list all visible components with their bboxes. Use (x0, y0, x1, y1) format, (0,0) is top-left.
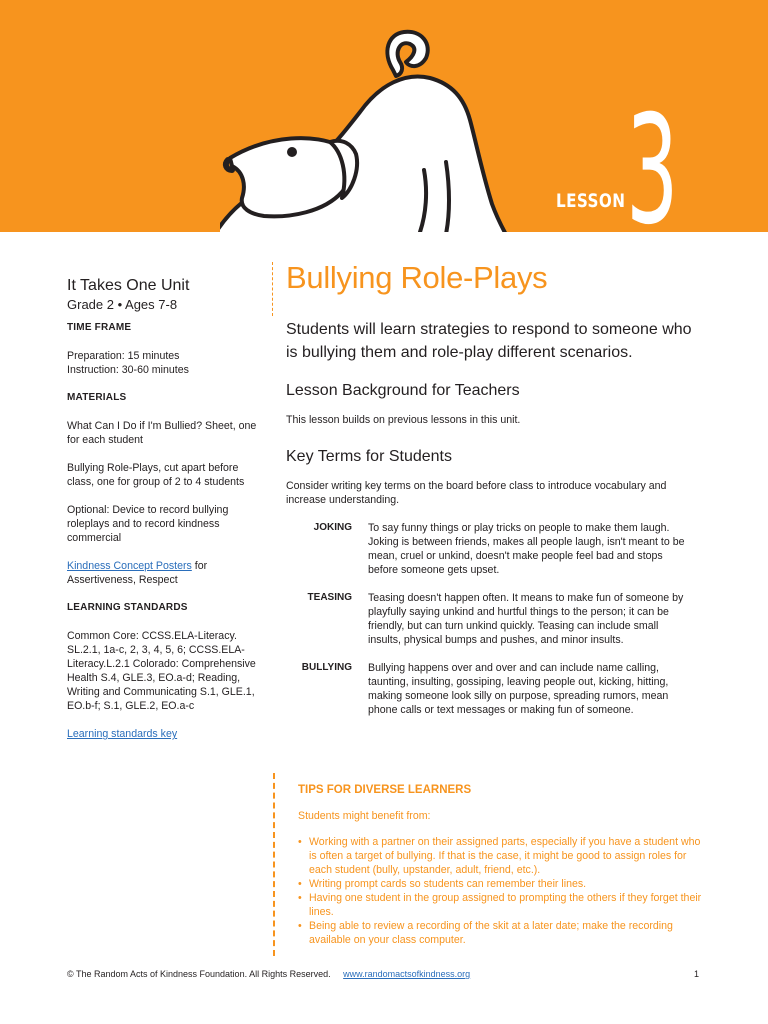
material-item: Optional: Device to record bullying roleplays and to record kindness commercial (67, 504, 229, 544)
time-frame-block (67, 349, 267, 377)
learning-standards-heading: LEARNING STANDARDS (67, 602, 188, 613)
page-title: Bullying Role-Plays (286, 260, 548, 295)
time-frame-preparation: Preparation: 15 minutes (67, 350, 180, 362)
term-row (286, 521, 706, 577)
tips-box (298, 783, 708, 947)
term-definition: To say funny things or play tricks on people to make them laugh. Joking is between friends, makes all people laugh, isn't meant to be mean, cruel or unkind, doesn't make people feel bad and stops before someone gets upset. (368, 522, 685, 576)
term-row (286, 661, 706, 717)
material-posters (67, 559, 267, 587)
grade-ages: Grade 2 • Ages 7-8 (67, 297, 178, 312)
materials-heading: MATERIALS (67, 392, 127, 403)
key-terms-heading: Key Terms for Students (286, 448, 452, 465)
posters-suffix: for Assertiveness, Respect (67, 560, 208, 586)
lesson-number: 3 (626, 84, 679, 232)
material-item: What Can I Do if I'm Bullied? Sheet, one for each student (67, 420, 257, 446)
tips-intro: Students might benefit from: (298, 810, 431, 822)
time-frame-heading: TIME FRAME (67, 322, 132, 333)
main-content (286, 258, 706, 731)
term-row (286, 591, 706, 647)
footer (67, 968, 699, 980)
term-name: BULLYING (301, 662, 352, 673)
kindness-posters-link[interactable]: Kindness Concept Posters (67, 560, 192, 572)
material-item: Bullying Role-Plays, cut apart before class, one for group of 2 to 4 students (67, 462, 245, 488)
page-number: 1 (693, 969, 699, 979)
time-frame-instruction: Instruction: 30-60 minutes (67, 364, 189, 376)
tips-heading: TIPS FOR DIVERSE LEARNERS (298, 784, 472, 796)
term-name: TEASING (307, 592, 352, 603)
header-banner (0, 0, 768, 232)
dog-illustration-icon (220, 22, 520, 232)
list-item: • Writing prompt cards so students can remember their lines. (298, 877, 708, 891)
list-item: • Working with a partner on their assigned parts, especially if you have a student who is often a target of bullying. If that is the case, it might be good to assign roles for each student (bully, upstander, adult, friend, etc.). (298, 835, 708, 877)
background-heading: Lesson Background for Teachers (286, 382, 520, 399)
key-terms-list (286, 521, 706, 717)
term-name: JOKING (313, 522, 352, 533)
term-definition: Teasing doesn't happen often. It means to make fun of someone by playfully saying unkind and hurtful things to the person; it can be friendly, but can turn unkind quickly. Teasing can include small insults, physical bumps and pushes, and minor insults. (368, 592, 684, 646)
learning-standards-text: Common Core: CCSS.ELA-Literacy. SL.2.1, 1a-c, 2, 3, 4, 5, 6; CCSS.ELA-Literacy.L.2.1 Colorado: Comprehensive Health S.4, GLE.3, EO.a-d; Reading, Writing and Communicating S.1, GLE.1, EO.b-f; S.1, GLE.2, EO.a-c (67, 630, 256, 712)
column-divider (272, 262, 273, 316)
learning-standards-key-link[interactable]: Learning standards key (67, 728, 178, 740)
background-text: This lesson builds on previous lessons in this unit. (286, 414, 521, 426)
website-link[interactable]: www.randomactsofkindness.org (343, 969, 471, 979)
key-terms-intro: Consider writing key terms on the board before class to introduce vocabulary and increase understanding. (286, 480, 667, 506)
lesson-intro: Students will learn strategies to respond to someone who is bullying them and role-play different scenarios. (286, 321, 692, 361)
list-item: • Having one student in the group assigned to prompting the others if they forget their lines. (298, 891, 708, 919)
copyright-text: © The Random Acts of Kindness Foundation. All Rights Reserved. (67, 969, 331, 979)
lesson-label: LESSON (556, 190, 626, 212)
unit-title: It Takes One Unit (67, 277, 190, 294)
term-definition: Bullying happens over and over and can include name calling, taunting, insulting, gossiping, leaving people out, kicking, hitting, making someone look silly on purpose, spreading rumors, mean phone calls or text messages or making fun of someone. (368, 662, 669, 716)
list-item: • Being able to review a recording of the skit at a later date; make the recording available on your class computer. (298, 919, 708, 947)
tips-list (298, 835, 708, 947)
sidebar (67, 276, 267, 755)
tips-divider (273, 773, 275, 956)
